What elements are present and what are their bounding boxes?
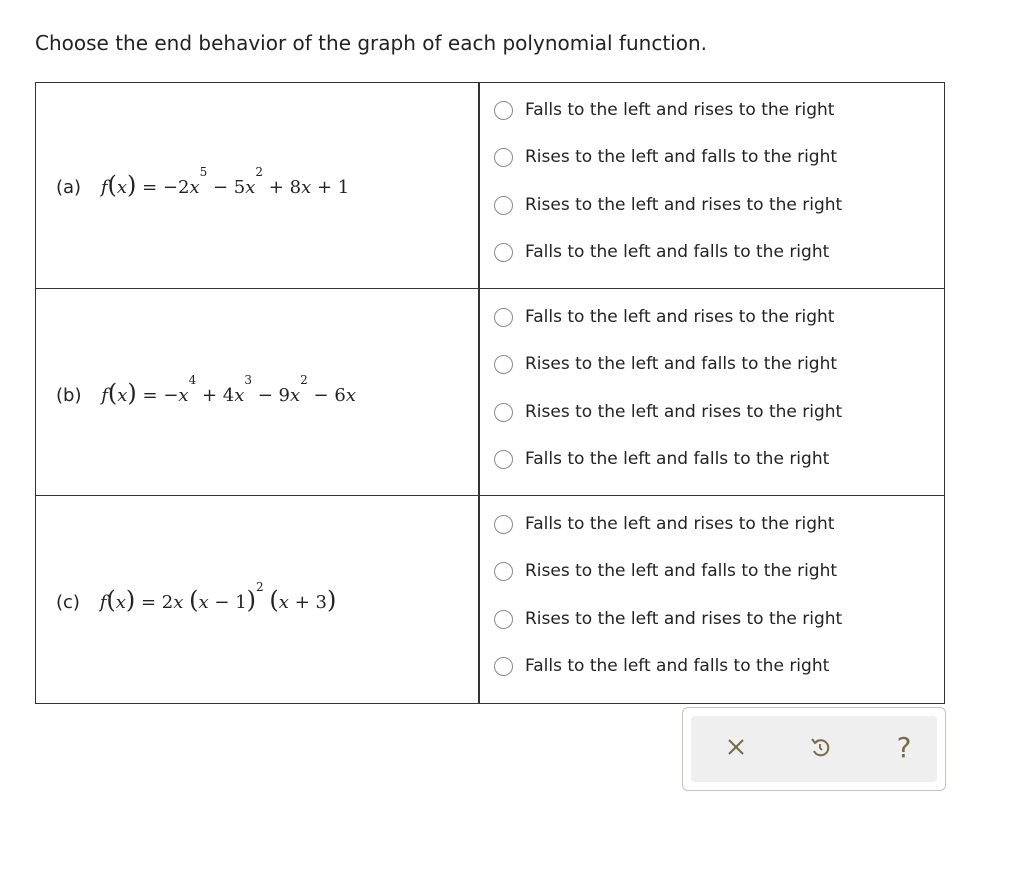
clear-button[interactable]: [721, 732, 751, 762]
option-b-falls-left-rises-right[interactable]: Falls to the left and rises to the right: [494, 304, 834, 330]
problem-row-c: [36, 496, 944, 704]
option-b-rises-left-falls-right[interactable]: Rises to the left and falls to the right: [494, 351, 837, 377]
option-c-falls-left-rises-right[interactable]: Falls to the left and rises to the right: [494, 511, 834, 537]
column-divider: [478, 83, 480, 288]
radio-button[interactable]: [494, 403, 513, 422]
problem-row-b: [36, 289, 944, 496]
radio-button[interactable]: [494, 308, 513, 327]
radio-button[interactable]: [494, 355, 513, 374]
function-a: (a) $f(x) = -2x^5 - 5x^2 + 8x + 1$: [56, 165, 350, 199]
radio-button[interactable]: [494, 148, 513, 167]
option-a-falls-left-falls-right[interactable]: Falls to the left and falls to the right: [494, 239, 829, 265]
option-c-rises-left-falls-right[interactable]: Rises to the left and falls to the right: [494, 558, 837, 584]
radio-button[interactable]: [494, 450, 513, 469]
option-a-falls-left-rises-right[interactable]: Falls to the left and rises to the right: [494, 97, 834, 123]
option-c-rises-left-rises-right[interactable]: Rises to the left and rises to the right: [494, 606, 842, 632]
clear-icon: [725, 736, 747, 758]
radio-button[interactable]: [494, 562, 513, 581]
column-divider: [478, 496, 480, 704]
undo-button[interactable]: [805, 732, 835, 762]
problem-row-a: [36, 83, 944, 289]
option-b-falls-left-falls-right[interactable]: Falls to the left and falls to the right: [494, 446, 829, 472]
option-c-falls-left-falls-right[interactable]: Falls to the left and falls to the right: [494, 653, 829, 679]
instruction-text: Choose the end behavior of the graph of each polynomial function.: [35, 31, 707, 55]
function-c: (c) f(x) = 2x $(x - 1)^2$ (x + 3): [56, 580, 337, 614]
option-a-rises-left-rises-right[interactable]: Rises to the left and rises to the right: [494, 192, 842, 218]
radio-button[interactable]: [494, 196, 513, 215]
problem-table: [35, 82, 945, 704]
radio-button[interactable]: [494, 657, 513, 676]
radio-button[interactable]: [494, 101, 513, 120]
undo-icon: [808, 735, 832, 759]
radio-button[interactable]: [494, 610, 513, 629]
option-b-rises-left-rises-right[interactable]: Rises to the left and rises to the right: [494, 399, 842, 425]
option-a-rises-left-falls-right[interactable]: Rises to the left and falls to the right: [494, 144, 837, 170]
function-b: (b) $f(x) = -x^4 + 4x^3 - 9x^2 - 6x$: [56, 373, 356, 407]
column-divider: [478, 289, 480, 495]
answer-toolbar: [682, 707, 946, 791]
radio-button[interactable]: [494, 515, 513, 534]
toolbar-panel: [691, 716, 937, 782]
radio-button[interactable]: [494, 243, 513, 262]
help-button[interactable]: ?: [896, 730, 912, 764]
